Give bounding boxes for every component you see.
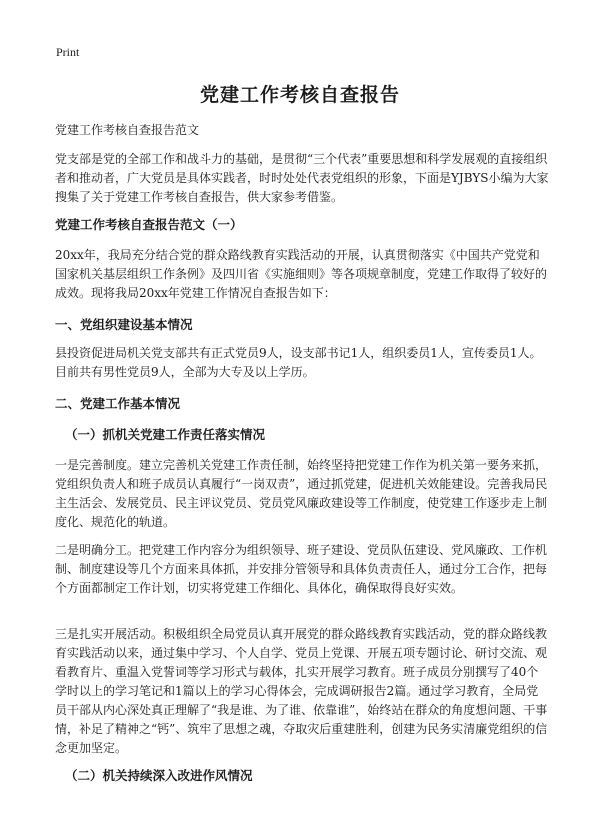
paragraph-clear-division xyxy=(55,541,549,598)
document-subtitle xyxy=(55,121,549,140)
intro-text: 党支部是党的全部工作和战斗力的基础，是贯彻“三个代表”重要思想和科学发展观的直接组织者和推动者，广大党员是具体实践者，时时处处代表党组织的形象，下面是YJBYS小编为大家搜集了关于党建工作考核自查报告，供大家参考借鉴。 xyxy=(55,152,549,204)
section-title xyxy=(55,215,549,234)
subheading-text: （二）机关持续深入改进作风情况 xyxy=(65,768,253,783)
paragraph-party-organization xyxy=(55,344,549,382)
paragraph-text: 一是完善制度。建立完善机关党建工作责任制，始终坚持把党建工作作为机关第一要务来抓，党组织负责人和班子成员认真履行“一岗双责”，通过抓党建，促进机关效能建设。完善我局民主生活会、发展党员、民主评议党员、党员党风廉政建设等工作制度，使党建工作逐步走上制度化、规范化的轨道。 xyxy=(55,458,548,529)
heading-party-work xyxy=(55,394,549,413)
paragraph-activities xyxy=(55,625,549,758)
subheading-responsibility xyxy=(55,425,559,444)
heading-party-organization xyxy=(55,315,549,334)
subheading-work-style xyxy=(55,766,559,785)
print-link[interactable]: Print xyxy=(56,45,80,59)
opening-paragraph xyxy=(55,246,549,303)
heading-text: 二、党建工作基本情况 xyxy=(55,396,181,411)
subheading-text: （一）抓机关党建工作责任落实情况 xyxy=(65,427,266,442)
paragraph-improve-system xyxy=(55,456,549,532)
intro-paragraph xyxy=(55,150,549,207)
paragraph-text: 三是扎实开展活动。积极组织全局党员认真开展党的群众路线教育实践活动，党的群众路线教育实践活动以来，通过集中学习、个人自学、党员上党课、开展五项专题讨论、研讨交流、观看教育片、重温入党誓词等学习形式与载体，扎实开展学习教育。班子成员分别撰写了40个学时以上的学习笔记和1篇以上的学习心得体会，完成调研报告2篇。通过学习教育，全局党员干部从内心深处真正理解了“我是谁、为了谁、依靠谁”，始终站在群众的角度想问题、干事情，补足了精神之“钙”、筑牢了思想之魂，夺取灾后重建胜利，创建为民务实清廉党组织的信念更加坚定。 xyxy=(55,627,548,755)
paragraph-text: 县投资促进局机关党支部共有正式党员9人，设支部书记1人，组织委员1人，宣传委员1人。目前共有男性党员9人，全部为大专及以上学历。 xyxy=(55,346,542,379)
opening-text: 20xx年，我局充分结合党的群众路线教育实践活动的开展，认真贯彻落实《中国共产党党和国家机关基层组织工作条例》及四川省《实施细则》等各项规章制度，党建工作取得了较好的成效。现将我局20xx年党建工作情况自查报告如下： xyxy=(55,248,548,300)
subtitle-text: 党建工作考核自查报告范文 xyxy=(55,123,200,137)
document-title: 党建工作考核自查报告 xyxy=(199,84,400,106)
paragraph-text: 二是明确分工。把党建工作内容分为组织领导、班子建设、党员队伍建设、党风廉政、工作机制、制度建设等几个方面来具体抓，并安排分管领导和具体负责责任人，通过分工合作，把每个方面都制定工作计划，切实将党建工作细化、具体化，确保取得良好实效。 xyxy=(55,543,548,595)
section-title-text: 党建工作考核自查报告范文（一） xyxy=(55,217,243,232)
heading-text: 一、党组织建设基本情况 xyxy=(55,317,193,332)
